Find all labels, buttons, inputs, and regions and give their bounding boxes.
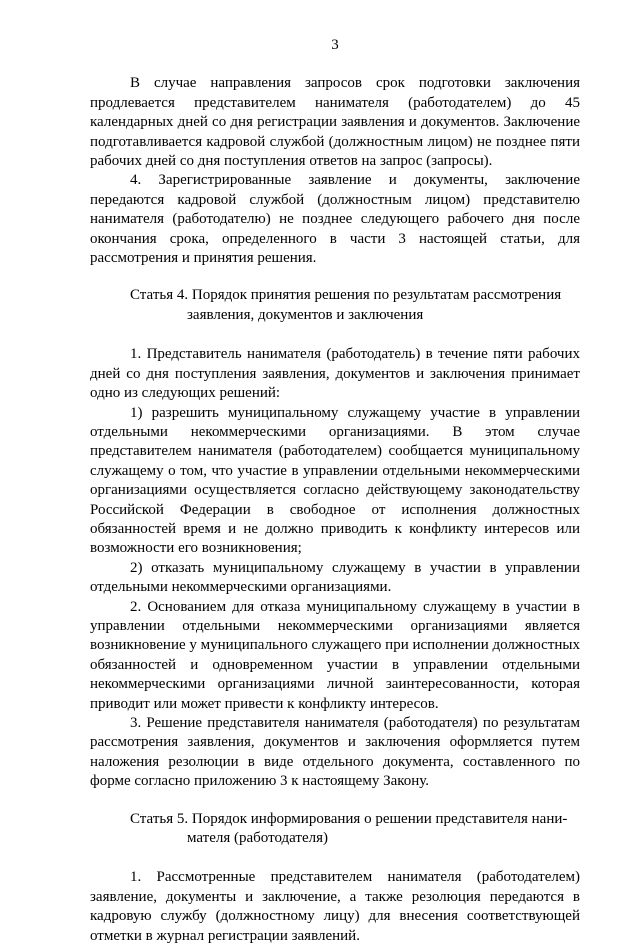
article-5-heading-line1: Статья 5. Порядок информирования о решении представителя нани- bbox=[130, 810, 568, 827]
article-5-paragraph: 1. Рассмотренные представителем нанимателя (работодателем) заявление, документы и заключение, а также резолюция передаются в кадровую службу (должностному лицу) для внесения соответствующей отметки в журнал регистрации заявлений. bbox=[90, 869, 580, 944]
article-4-paragraph: 3. Решение представителя нанимателя (работодателя) по результатам рассмотрения заявления, документов и заключения оформляется путем наложения резолюции в виде отдельного документа, составленного по форме согласно приложению 3 к настоящему Закону. bbox=[90, 715, 580, 790]
article-4-paragraph: 2) отказать муниципальному служащему в участии в управлении отдельными некоммерческими организациями. bbox=[90, 559, 580, 596]
article-4-heading-line1: Статья 4. Порядок принятия решения по результатам рассмотрения bbox=[130, 287, 562, 304]
paragraph-request-deadline: В случае направления запросов срок подготовки заключения продлевается представителем нанимателя (работодателем) до 45 календарных дней со дня регистрации заявления и документов. Заключение подготавливается кадровой службой (должностным лицом) не позднее пяти рабочих дней со дня поступления ответов на запрос (запросы). bbox=[90, 75, 580, 170]
document-page bbox=[90, 0, 580, 946]
page-number: 3 bbox=[331, 37, 339, 53]
article-5-heading bbox=[90, 810, 580, 849]
article-4-heading-line2: заявления, документов и заключения bbox=[187, 306, 424, 323]
article-4-paragraph: 1) разрешить муниципальному служащему участие в управлении отдельными некоммерческими организациями. В этом случае представителем нанимателя (работодателем) сообщается муниципальному служащему о том, что участие в управлении отдельными некоммерческими организациями осуществляется согласно действующему законодательству Российской Федерации в свободное от исполнения должностных обязанностей время и не должно приводить к конфликту интересов или возможности его возникновения; bbox=[90, 404, 580, 557]
paragraph-item-4: 4. Зарегистрированные заявление и документы, заключение передаются кадровой службой (должностным лицом) представителю нанимателя (работодателю) не позднее следующего рабочего дня после окончания срока, определенного в части 3 настоящей статьи, для рассмотрения и принятия решения. bbox=[90, 172, 580, 267]
article-4-paragraph: 2. Основанием для отказа муниципальному служащему в участии в управлении отдельными некоммерческими организациями является возникновение у муниципального служащего при исполнении должностных обязанностей и одновременном участии в управлении отдельными некоммерческими организациями личной заинтересованности, которая приводит или может привести к конфликту интересов. bbox=[90, 598, 580, 712]
article-4-paragraph: 1. Представитель нанимателя (работодатель) в течение пяти рабочих дней со дня поступления заявления, документов и заключения принимает одно из следующих решений: bbox=[90, 346, 580, 402]
article-4-heading bbox=[90, 286, 580, 325]
article-5-heading-line2: мателя (работодателя) bbox=[187, 830, 329, 847]
